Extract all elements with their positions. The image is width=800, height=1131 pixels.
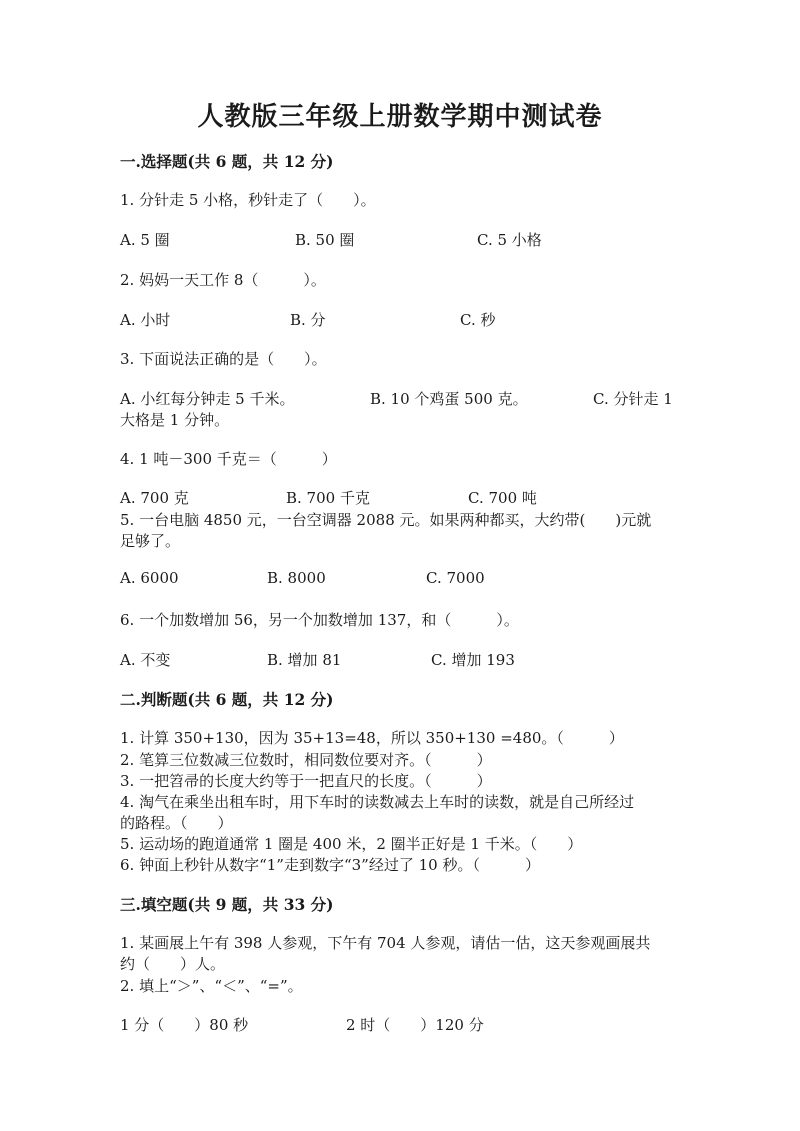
fill-item: 2. 填上“＞”、“＜”、“=”。 (120, 977, 303, 995)
question-text: 6. 一个加数增加 56，另一个加数增加 137，和（ ）。 (120, 611, 519, 629)
option-b: B. 10 个鸡蛋 500 克。 (370, 390, 528, 408)
question-text: 1. 分针走 5 小格，秒针走了（ ）。 (120, 191, 376, 209)
judge-item: 2. 笔算三位数减三位数时，相同数位要对齐。（ ） (120, 751, 492, 769)
question-text: 2. 妈妈一天工作 8（ ）。 (120, 271, 326, 289)
section-heading-fill: 三.填空题(共 9 题，共 33 分) (120, 895, 334, 914)
option-a: A. 小时 (120, 311, 171, 329)
option-c-continued: 大格是 1 分钟。 (120, 411, 230, 429)
judge-item: 5. 运动场的跑道通常 1 圈是 400 米，2 圈半正好是 1 千米。（ ） (120, 835, 583, 853)
question-text: 4. 1 吨－300 千克＝（ ） (120, 450, 337, 468)
option-a: A. 700 克 (120, 489, 189, 507)
judge-item-continued: 的路程。（ ） (120, 814, 233, 832)
option-b: B. 50 圈 (295, 231, 355, 249)
option-b: B. 700 千克 (286, 489, 370, 507)
fill-compare-1: 1 分（ ）80 秒 (120, 1016, 249, 1034)
question-text: 3. 下面说法正确的是（ ）。 (120, 350, 327, 368)
option-c: C. 增加 193 (431, 651, 515, 669)
option-b: B. 分 (290, 311, 326, 329)
fill-item: 1. 某画展上午有 398 人参观，下午有 704 人参观，请估一估，这天参观画展共 (120, 934, 651, 952)
option-c: C. 7000 (426, 569, 485, 587)
fill-compare-2: 2 时（ ）120 分 (346, 1016, 484, 1034)
option-a: A. 不变 (120, 651, 171, 669)
section-heading-judge: 二.判断题(共 6 题，共 12 分) (120, 690, 334, 709)
option-c: C. 700 吨 (468, 489, 537, 507)
page-title: 人教版三年级上册数学期中测试卷 (197, 102, 603, 132)
judge-item: 3. 一把笤帚的长度大约等于一把直尺的长度。（ ） (120, 772, 492, 790)
option-b: B. 8000 (267, 569, 326, 587)
option-a: A. 5 圈 (120, 231, 170, 249)
option-a: A. 6000 (120, 569, 179, 587)
question-text-continued: 足够了。 (120, 532, 181, 550)
option-c: C. 5 小格 (477, 231, 542, 249)
option-a: A. 小红每分钟走 5 千米。 (120, 390, 295, 408)
option-c: C. 分针走 1 (593, 390, 673, 408)
judge-item: 1. 计算 350+130，因为 35+13=48，所以 350+130 =480。（ ） (120, 729, 624, 747)
section-heading-choice: 一.选择题(共 6 题，共 12 分) (120, 152, 334, 171)
option-b: B. 增加 81 (267, 651, 342, 669)
question-text: 5. 一台电脑 4850 元，一台空调器 2088 元。如果两种都买，大约带( )元就 (120, 511, 652, 529)
option-c: C. 秒 (460, 311, 496, 329)
fill-item-continued: 约（ ）人。 (120, 955, 226, 973)
judge-item: 4. 淘气在乘坐出租车时，用下车时的读数减去上车时的读数，就是自己所经过 (120, 793, 635, 811)
judge-item: 6. 钟面上秒针从数字“1”走到数字“3”经过了 10 秒。（ ） (120, 856, 540, 874)
